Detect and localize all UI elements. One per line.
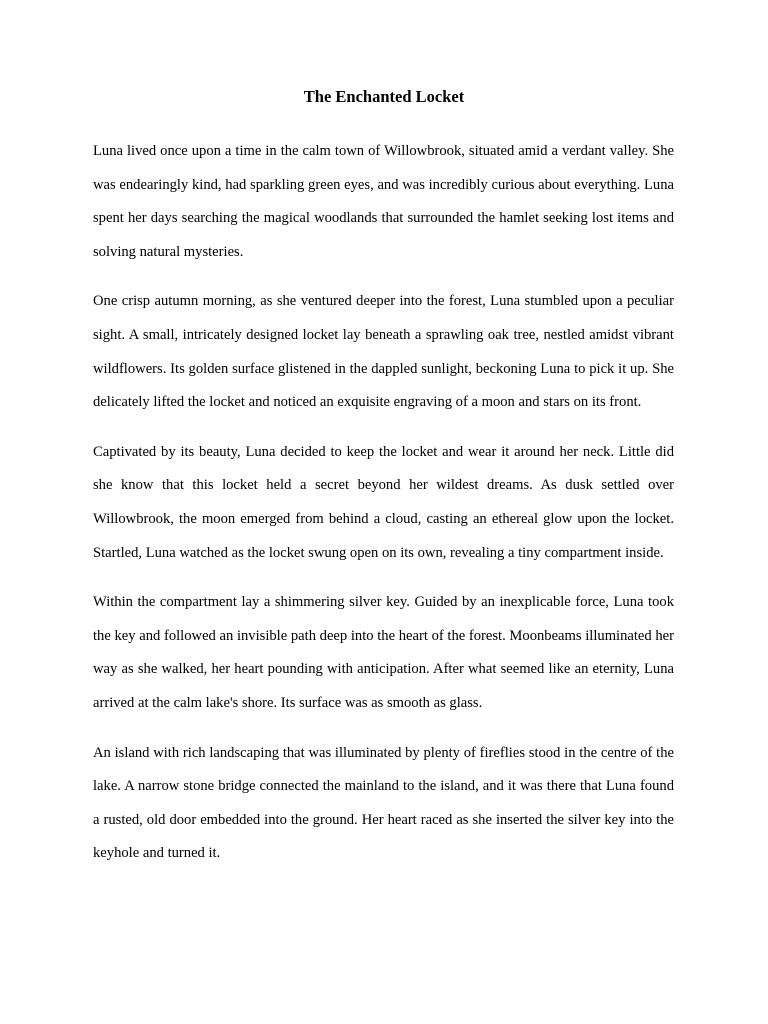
- paragraph-5: An island with rich landscaping that was illuminated by plenty of fireflies stood in the centre of the lake. A narrow stone bridge connected the mainland to the island, and it was there that Luna found a rusted, old door embedded into the ground. Her heart raced as she inserted the silver key into the keyhole and turned it.: [93, 744, 674, 862]
- paragraph-3: Captivated by its beauty, Luna decided to keep the locket and wear it around her neck. Little did she know that this locket held a secret beyond her wildest dreams. As dusk settled over Willowbrook, the moon emerged from behind a cloud, casting an ethereal glow upon the locket. Startled, Luna watched as the locket swung open on its own, revealing a tiny compartment inside.: [93, 443, 674, 561]
- document-title: The Enchanted Locket: [303, 87, 465, 106]
- paragraph-2: One crisp autumn morning, as she ventured deeper into the forest, Luna stumbled upon a peculiar sight. A small, intricately designed locket lay beneath a sprawling oak tree, nestled amidst vibrant wildflowers. Its golden surface glistened in the dappled sunlight, beckoning Luna to pick it up. She delicately lifted the locket and noticed an exquisite engraving of a moon and stars on its front.: [93, 293, 674, 411]
- document-body: [93, 135, 674, 887]
- paragraph-1: Luna lived once upon a time in the calm town of Willowbrook, situated amid a verdant valley. She was endearingly kind, had sparkling green eyes, and was incredibly curious about everything. Luna spent her days searching the magical woodlands that surrounded the hamlet seeking lost items and solving natural mysteries.: [93, 143, 674, 260]
- paragraph-4: Within the compartment lay a shimmering silver key. Guided by an inexplicable force, Luna took the key and followed an invisible path deep into the heart of the forest. Moonbeams illuminated her way as she walked, her heart pounding with anticipation. After what seemed like an eternity, Luna arrived at the calm lake's shore. Its surface was as smooth as glass.: [93, 594, 674, 711]
